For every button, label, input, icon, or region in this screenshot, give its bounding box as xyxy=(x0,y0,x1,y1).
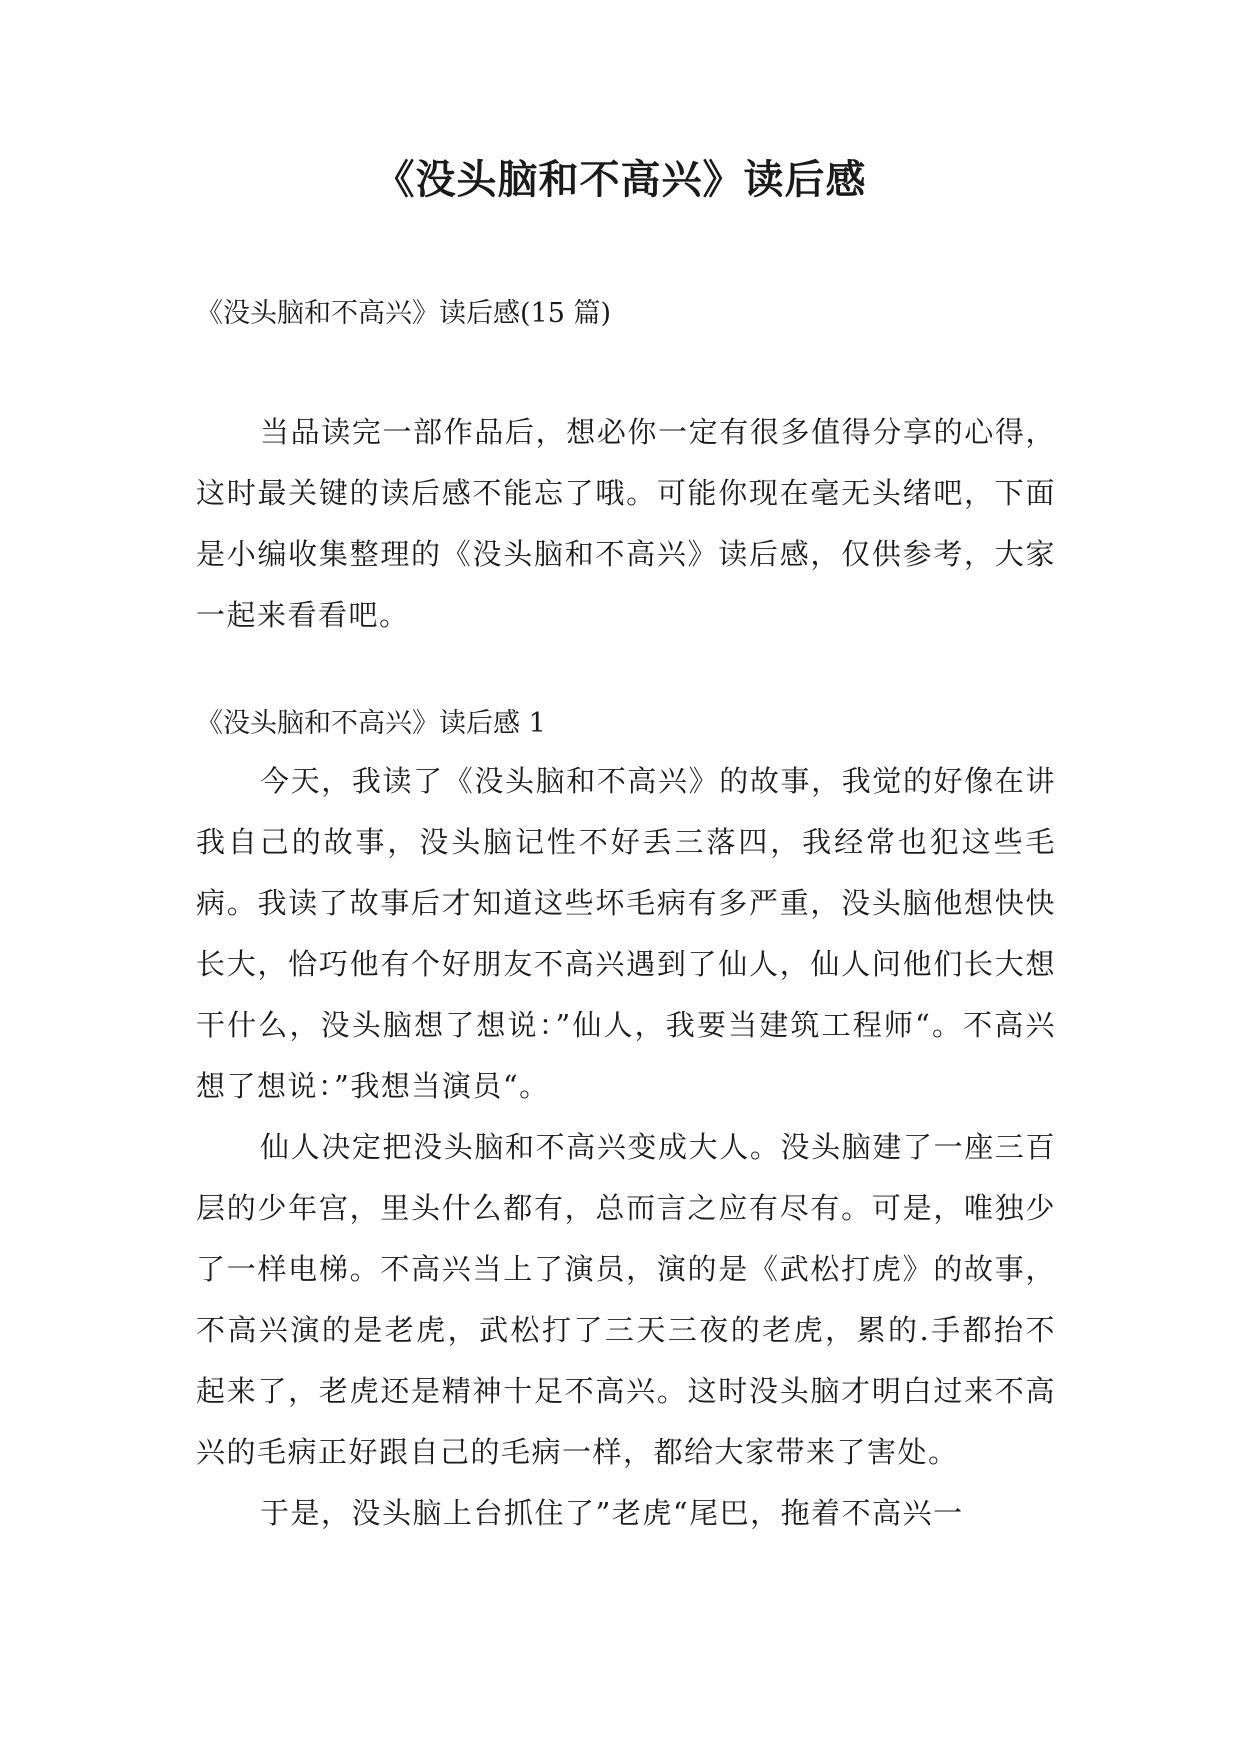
intro-paragraph: 当品读完一部作品后，想必你一定有很多值得分享的心得，这时最关键的读后感不能忘了哦。可能你现在毫无头绪吧，下面是小编收集整理的《没头脑和不高兴》读后感，仅供参考，大家一起来看看吧。 xyxy=(196,415,1056,632)
body-paragraph: 今天，我读了《没头脑和不高兴》的故事，我觉的好像在讲我自己的故事，没头脑记性不好丢三落四，我经常也犯这些毛病。我读了故事后才知道这些坏毛病有多严重，没头脑他想快快长大，恰巧他有个好朋友不高兴遇到了仙人，仙人问他们长大想干什么，没头脑想了想说：”仙人，我要当建筑工程师“。不高兴想了想说：”我想当演员“。 xyxy=(196,764,1056,1103)
section-heading: 《没头脑和不高兴》读后感 1 xyxy=(196,708,546,739)
body-paragraph: 于是，没头脑上台抓住了”老虎“尾巴，拖着不高兴一 xyxy=(260,1496,964,1530)
document-title: 《没头脑和不高兴》读后感 xyxy=(374,157,867,203)
document-subtitle: 《没头脑和不高兴》读后感(15 篇) xyxy=(196,298,612,329)
body-paragraph: 仙人决定把没头脑和不高兴变成大人。没头脑建了一座三百层的少年宫，里头什么都有，总而言之应有尽有。可是，唯独少了一样电梯。不高兴当上了演员，演的是《武松打虎》的故事，不高兴演的是老虎，武松打了三天三夜的老虎，累的.手都抬不起来了，老虎还是精神十足不高兴。这时没头脑才明白过来不高兴的毛病正好跟自己的毛病一样，都给大家带来了害处。 xyxy=(196,1130,1056,1469)
